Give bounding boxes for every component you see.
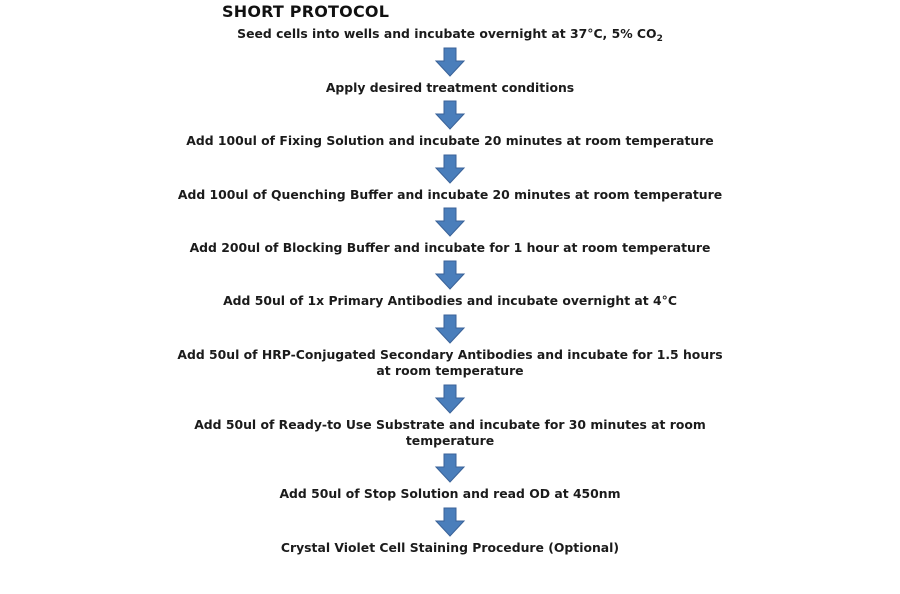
down-arrow-icon (433, 314, 467, 344)
down-arrow-icon (433, 100, 467, 130)
flow-step-text: Add 100ul of Quenching Buffer and incubate 20 minutes at room temperature (177, 186, 723, 202)
down-arrow-icon (433, 154, 467, 184)
flow-step-text: Add 50ul of 1x Primary Antibodies and incubate overnight at 4°C (223, 293, 677, 309)
flow-step-text: Crystal Violet Cell Staining Procedure (Optional) (280, 539, 620, 555)
flow-step-fixing-solution (170, 133, 730, 149)
down-arrow-icon (433, 207, 467, 237)
flow-step-seed-cells (170, 26, 730, 43)
flow-step-text: Add 100ul of Fixing Solution and incubate 20 minutes at room temperature (186, 133, 714, 149)
down-arrow-icon (433, 507, 467, 537)
flow-step-apply-treatment (170, 80, 730, 96)
down-arrow-icon (433, 260, 467, 290)
flow-step-text: Add 50ul of HRP-Conjugated Secondary Antibodies and incubate for 1.5 hours at room temperature (177, 346, 723, 379)
flow-step-secondary-antibodies (170, 347, 730, 380)
protocol-flow (0, 26, 900, 556)
flow-step-text: Add 200ul of Blocking Buffer and incubate for 1 hour at room temperature (189, 240, 711, 255)
flow-step-text: Apply desired treatment conditions (325, 79, 575, 95)
down-arrow-icon (433, 384, 467, 414)
flow-step-blocking-buffer (170, 240, 730, 256)
flow-step-primary-antibodies (170, 293, 730, 309)
flow-step-text: Seed cells into wells and incubate overnight at 37°C, 5% CO (237, 26, 657, 41)
flow-step-stop-solution (170, 486, 730, 502)
flow-step-substrate (170, 417, 730, 450)
flow-step-crystal-violet (170, 540, 730, 556)
flow-step-text: Add 50ul of Ready-to Use Substrate and incubate for 30 minutes at room temperature (194, 416, 706, 448)
down-arrow-icon (433, 453, 467, 483)
down-arrow-icon (433, 47, 467, 77)
flow-step-quenching-buffer (170, 187, 730, 203)
flow-step-text: Add 50ul of Stop Solution and read OD at 450nm (279, 486, 621, 502)
page-title: SHORT PROTOCOL (222, 2, 390, 21)
flow-step-subscript: 2 (656, 34, 663, 44)
